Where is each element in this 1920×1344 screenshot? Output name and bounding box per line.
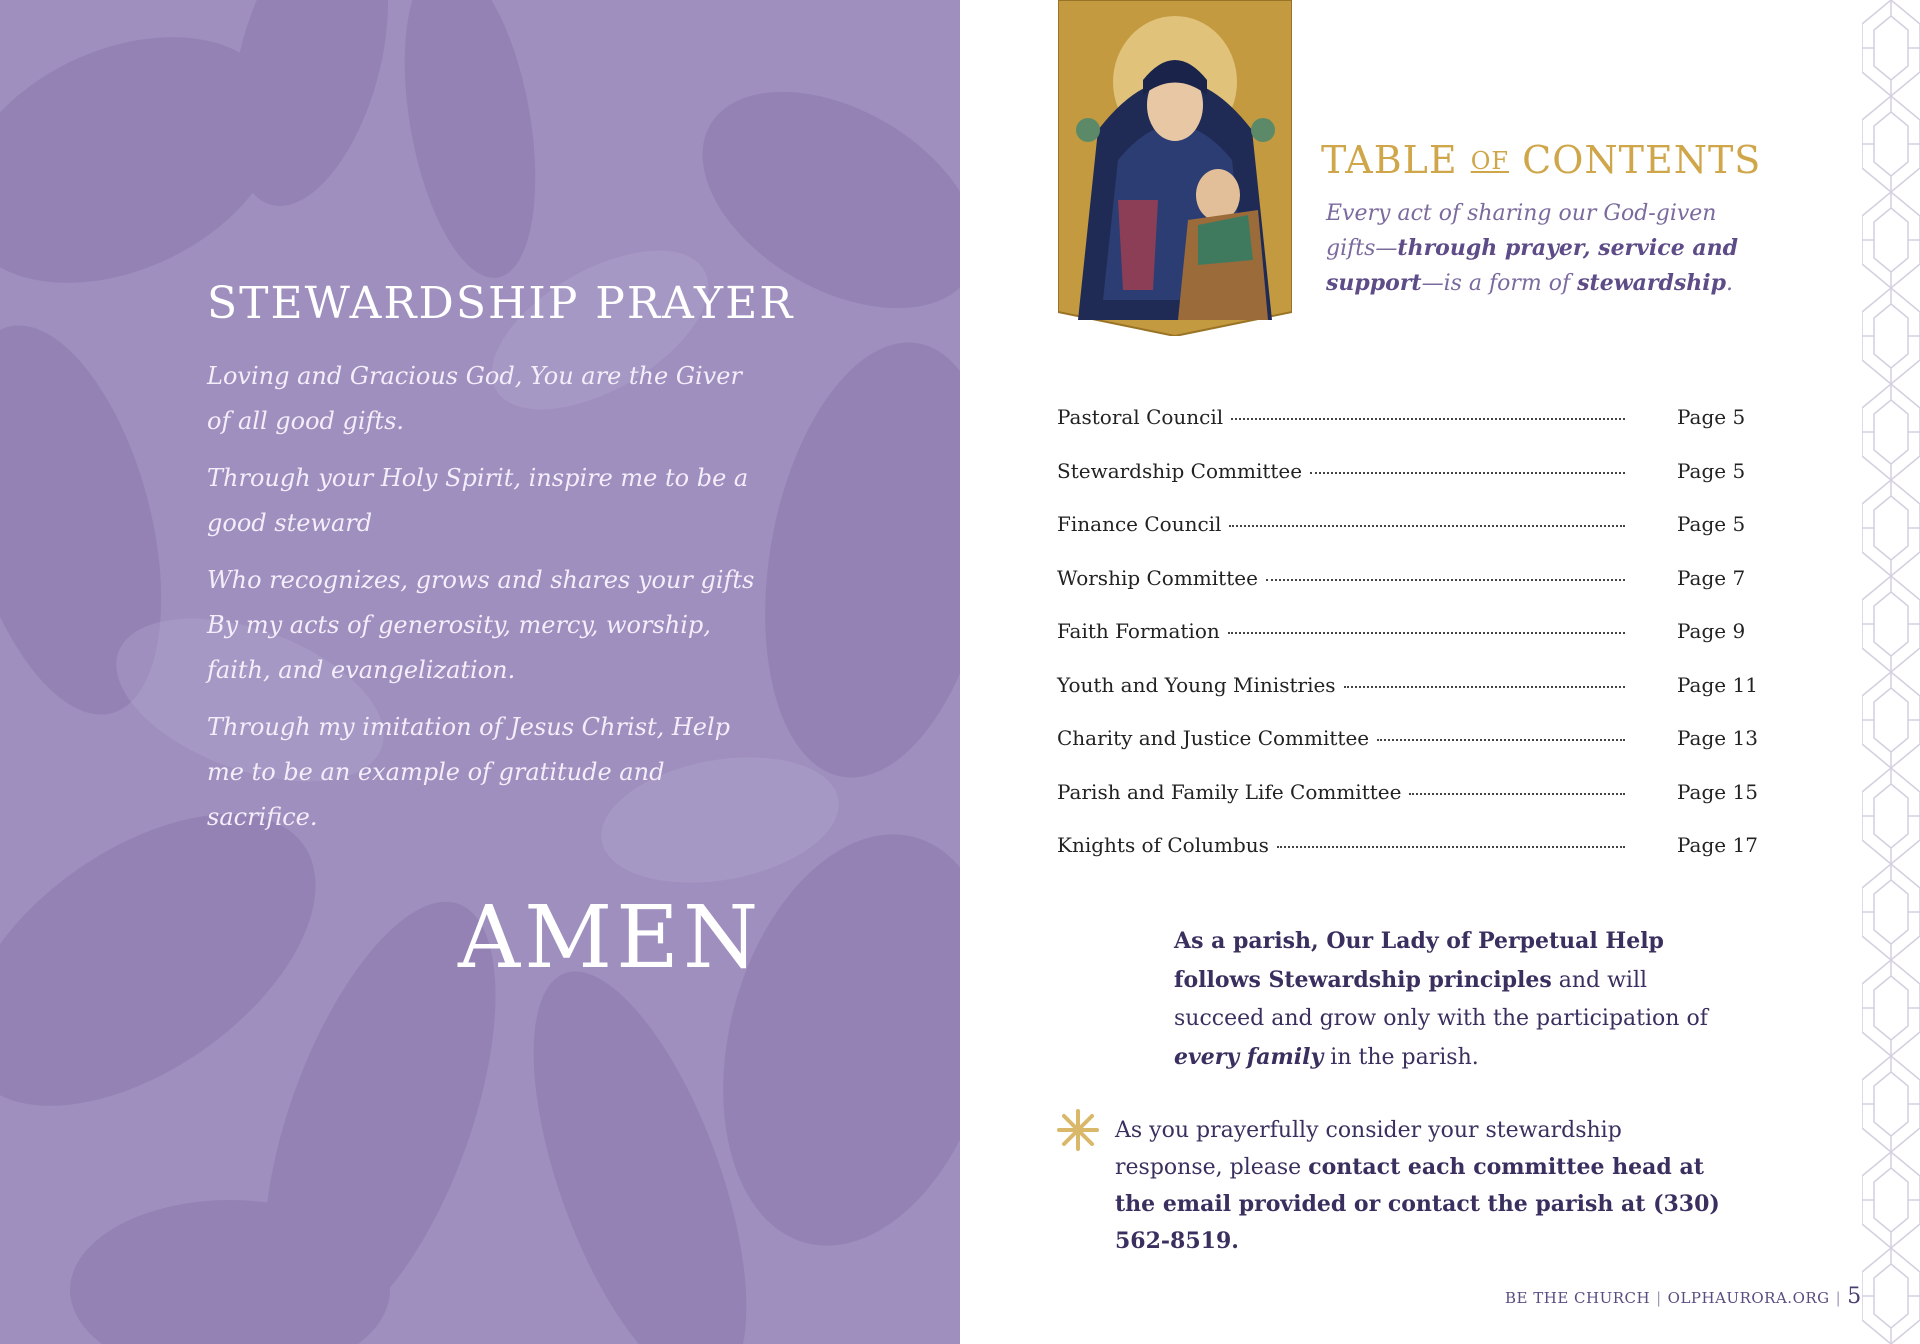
toc-entry-label: Charity and Justice Committee: [1057, 726, 1370, 750]
intro-text: .: [1726, 271, 1733, 296]
parish-statement-emphasis: every family: [1174, 1044, 1324, 1070]
contact-text: As you prayerfully consider your stewardship response, please: [1115, 1118, 1622, 1180]
parish-statement-text: and will succeed and grow only with the participation of: [1174, 968, 1708, 1031]
toc-entry-worship-committee[interactable]: [1057, 566, 1757, 620]
toc-leader-dots: [1231, 418, 1625, 420]
toc-entry-charity-justice[interactable]: [1057, 726, 1757, 780]
toc-title-part2: CONTENTS: [1522, 138, 1762, 182]
toc-entry-label: Faith Formation: [1057, 619, 1220, 643]
toc-leader-dots: [1310, 472, 1625, 474]
amen-heading: AMEN: [458, 888, 763, 988]
contact-statement: [1115, 1112, 1735, 1260]
toc-leader-dots: [1266, 579, 1625, 581]
toc-entry-page: Page 13: [1677, 726, 1758, 750]
toc-list: [1057, 405, 1757, 887]
madonna-icon-image: [1058, 0, 1292, 336]
toc-entry-knights-of-columbus[interactable]: [1057, 833, 1757, 887]
toc-entry-faith-formation[interactable]: [1057, 619, 1757, 673]
toc-entry-page: Page 15: [1677, 779, 1758, 804]
toc-entry-parish-family-life[interactable]: [1057, 780, 1757, 834]
toc-title-of: OF: [1470, 147, 1510, 175]
contact-bold-text: contact each committee head at the email provided or contact the parish at (330) 562-8519.: [1115, 1154, 1720, 1254]
toc-entry-page: Page 5: [1677, 405, 1746, 429]
prayer-paragraph: Through your Holy Spirit, inspire me to be a good steward: [207, 464, 749, 537]
toc-entry-page: Page 17: [1677, 833, 1758, 857]
prayer-title: STEWARDSHIP PRAYER: [207, 278, 795, 329]
toc-entry-label: Stewardship Committee: [1057, 458, 1303, 483]
parish-statement-bold: As a parish, Our Lady of Perpetual Help follows Stewardship principles: [1174, 928, 1664, 993]
toc-entry-page: Page 9: [1677, 619, 1746, 643]
asterisk-star-icon: [1056, 1108, 1100, 1152]
toc-entry-label: Pastoral Council: [1057, 405, 1224, 429]
toc-leader-dots: [1228, 632, 1625, 634]
toc-entry-page: Page 11: [1677, 672, 1758, 697]
footer-website-link[interactable]: OLPHAURORA.ORG: [1667, 1289, 1830, 1307]
intro-text: —is a form of: [1421, 271, 1578, 296]
toc-title: [1321, 138, 1761, 182]
intro-text: Every act of sharing our God-given gifts—: [1326, 201, 1717, 261]
footer-tagline: BE THE CHURCH: [1505, 1289, 1651, 1307]
parish-statement-text: in the parish.: [1323, 1045, 1479, 1070]
toc-entry-youth-ministries[interactable]: [1057, 673, 1757, 727]
prayer-paragraph: Loving and Gracious God, You are the Giver of all good gifts.: [207, 362, 742, 435]
toc-entry-label: Worship Committee: [1057, 565, 1258, 590]
toc-entry-pastoral-council[interactable]: [1057, 405, 1757, 459]
geometric-border-pattern: [1862, 0, 1920, 1344]
page-number: 5: [1847, 1284, 1862, 1309]
prayer-paragraph: Who recognizes, grows and shares your gifts By my acts of generosity, mercy, worship, faith, and evangelization.: [207, 566, 755, 684]
toc-entry-label: Knights of Columbus: [1057, 833, 1269, 857]
toc-entry-stewardship-committee[interactable]: [1057, 459, 1757, 513]
toc-leader-dots: [1277, 846, 1625, 848]
page-footer: BE THE CHURCH | OLPHAURORA.ORG | 5: [1505, 1284, 1862, 1309]
toc-entry-page: Page 5: [1677, 512, 1746, 536]
toc-leader-dots: [1409, 793, 1625, 795]
toc-intro: [1326, 196, 1746, 301]
toc-leader-dots: [1377, 739, 1625, 741]
contents-page: [960, 0, 1920, 1344]
prayer-paragraph: Through my imitation of Jesus Christ, Help me to be an example of gratitude and sacrifice.: [207, 713, 731, 831]
prayer-text: [207, 354, 767, 852]
toc-title-part1: TABLE: [1321, 138, 1458, 182]
toc-entry-finance-council[interactable]: [1057, 512, 1757, 566]
parish-statement: [1174, 922, 1714, 1077]
toc-entry-page: Page 5: [1677, 458, 1746, 483]
intro-emphasis: through prayer, service and support: [1326, 235, 1738, 296]
toc-entry-label: Youth and Young Ministries: [1057, 672, 1336, 697]
toc-entry-page: Page 7: [1677, 565, 1746, 590]
toc-leader-dots: [1344, 686, 1625, 688]
toc-entry-label: Parish and Family Life Committee: [1057, 779, 1402, 804]
intro-emphasis: stewardship: [1577, 270, 1726, 296]
toc-leader-dots: [1229, 525, 1625, 527]
toc-entry-label: Finance Council: [1057, 512, 1222, 536]
